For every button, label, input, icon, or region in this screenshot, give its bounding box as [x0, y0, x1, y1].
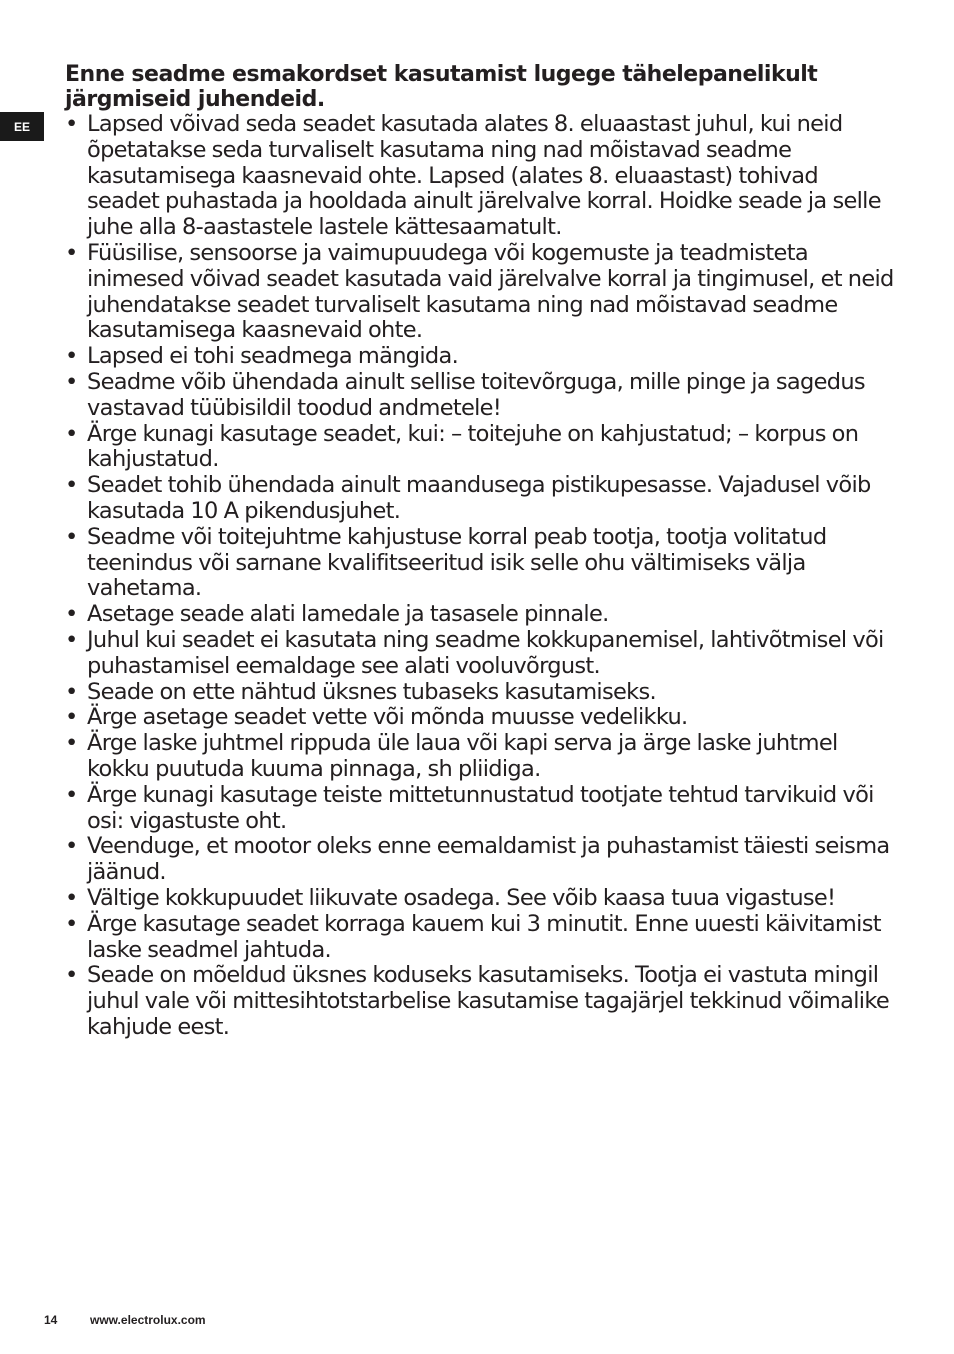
bullet-icon: •: [65, 781, 78, 808]
bullet-icon: •: [65, 730, 78, 757]
list-item: [65, 834, 895, 886]
bullet-icon: •: [65, 601, 78, 628]
list-item: [65, 473, 895, 525]
section-heading: Enne seadme esmakordset kasutamist lugege tähelepanelikult järgmiseid juhendeid.: [65, 62, 818, 112]
list-item-text: Seade on ette nähtud üksnes tubaseks kasutamiseks.: [87, 678, 656, 705]
list-item-text: Juhul kui seadet ei kasutata ning seadme kokkupanemisel, lahtivõtmisel või puhastamisel eemaldage see alati vooluvõrgust.: [87, 626, 884, 679]
list-item-text: Veenduge, et mootor oleks enne eemaldamist ja puhastamist täiesti seisma jäänud.: [87, 833, 890, 886]
list-item-text: Seadme võib ühendada ainult sellise toitevõrguga, mille pinge ja sagedus vastavad tüübisildil toodud andmetele!: [87, 368, 865, 421]
bullet-icon: •: [65, 368, 78, 395]
list-item: [65, 344, 895, 370]
list-item-text: Ärge kasutage seadet korraga kauem kui 3 minutit. Enne uuesti käivitamist laske seadmel jahtuda.: [87, 910, 881, 963]
list-item-text: Asetage seade alati lamedale ja tasasele pinnale.: [87, 601, 609, 628]
language-tab: EE: [0, 112, 44, 141]
bullet-icon: •: [65, 962, 78, 989]
list-item: [65, 370, 895, 422]
list-item-text: Füüsilise, sensoorse ja vaimupuudega või kogemuste ja teadmisteta inimesed võivad seadet kasutada vaid järelvalve korral ja tingimusel, et neid juhendatakse seadet turvaliselt kasutama ning nad mõistavad seadme kasutamisega kaasnevaid ohte.: [87, 239, 894, 344]
bullet-icon: •: [65, 343, 78, 370]
list-item-text: Lapsed võivad seda seadet kasutada alates 8. eluaastast juhul, kui neid õpetatakse seda turvaliselt kasutama ning nad mõistavad seadme kasutamisega kaasnevaid ohte. Lapsed (alates 8. eluaastast) tohivad seadet puhastada ja hooldada ainult järelvalve korral. Hoidke seade ja selle juhe alla 8-aastastele lastele kättesaamatult.: [87, 111, 881, 241]
list-item: [65, 731, 895, 783]
list-item: [65, 963, 895, 1040]
list-item-text: Seade on mõeldud üksnes koduseks kasutamiseks. Tootja ei vastuta mingil juhul vale või mittesihtotstarbelise kasutamise tagajärjel tekkinud võimalike kahjude eest.: [87, 962, 890, 1040]
bullet-icon: •: [65, 884, 78, 911]
bullet-icon: •: [65, 704, 78, 731]
list-item: [65, 241, 895, 344]
list-item: [65, 628, 895, 680]
bullet-icon: •: [65, 626, 78, 653]
bullet-icon: •: [65, 420, 78, 447]
list-item-text: Seadet tohib ühendada ainult maandusega pistikupesasse. Vajadusel võib kasutada 10 A pikendusjuhet.: [87, 472, 871, 524]
list-item-text: Seadme või toitejuhtme kahjustuse korral peab tootja, tootja volitatud teenindus või sarnane kvalifitseeritud isik selle ohu vältimiseks välja vahetama.: [87, 523, 827, 602]
bullet-icon: •: [65, 833, 78, 860]
list-item-text: Vältige kokkupuudet liikuvate osadega. See võib kaasa tuua vigastuse!: [87, 884, 836, 911]
list-item: [65, 422, 895, 474]
bullet-icon: •: [65, 523, 78, 550]
list-item: [65, 886, 895, 912]
list-item: [65, 525, 895, 602]
safety-instructions: [65, 62, 895, 1041]
list-item: [65, 680, 895, 706]
bullet-icon: •: [65, 910, 78, 937]
page-number: 14: [44, 1313, 58, 1327]
bullet-icon: •: [65, 111, 78, 137]
instruction-list: [65, 112, 895, 1041]
list-item: [65, 602, 895, 628]
list-item-text: Ärge kunagi kasutage teiste mittetunnustatud tootjate tehtud tarvikuid või osi: vigastuste oht.: [87, 781, 874, 834]
website-url: www.electrolux.com: [90, 1313, 206, 1327]
list-item: [65, 112, 895, 241]
page-footer: [44, 1313, 206, 1327]
bullet-icon: •: [65, 678, 78, 705]
list-item: [65, 912, 895, 964]
bullet-icon: •: [65, 239, 78, 266]
bullet-icon: •: [65, 472, 78, 499]
list-item: [65, 783, 895, 835]
list-item: [65, 705, 895, 731]
list-item-text: Ärge asetage seadet vette või mõnda muusse vedelikku.: [87, 704, 688, 731]
list-item-text: Ärge laske juhtmel rippuda üle laua või kapi serva ja ärge laske juhtmel kokku puutuda kuuma pinnaga, sh pliidiga.: [87, 730, 838, 782]
list-item-text: Ärge kunagi kasutage seadet, kui: – toitejuhe on kahjustatud; – korpus on kahjustatud.: [87, 420, 859, 473]
list-item-text: Lapsed ei tohi seadmega mängida.: [87, 343, 459, 370]
